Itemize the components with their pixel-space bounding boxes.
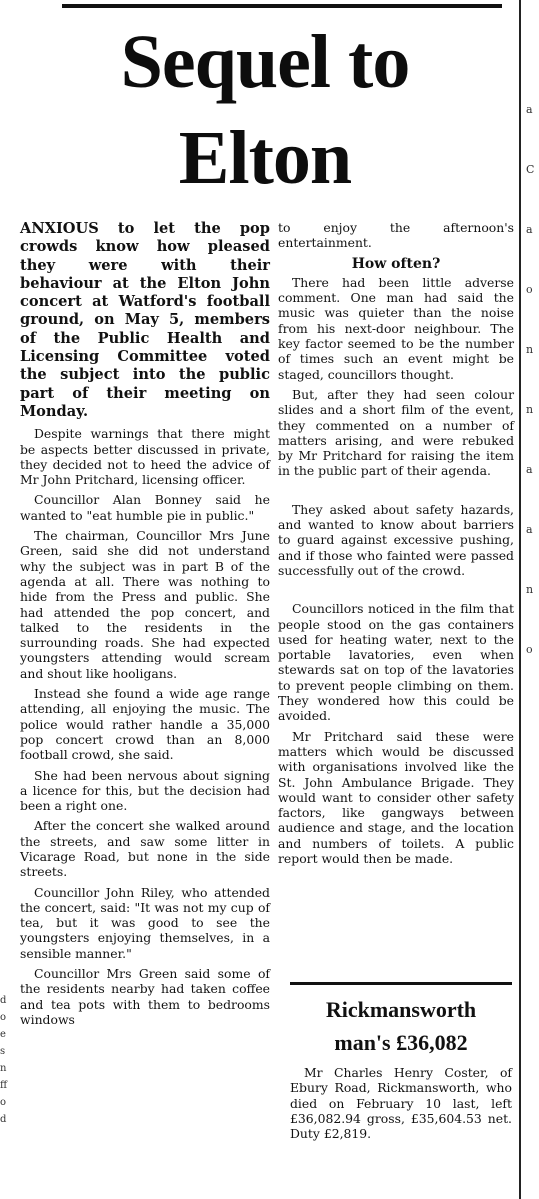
- body-paragraph: Councillor Mrs Green said some of the residents nearby had taken coffee and tea pots with them to bedrooms windows: [20, 966, 270, 1027]
- body-paragraph: After the concert she walked around the streets, and saw some litter in Vicarage Road, but none in the side streets.: [20, 818, 270, 880]
- edge-mark: o: [526, 283, 533, 296]
- article-column-left: [20, 220, 270, 1032]
- edge-mark: n: [0, 1063, 7, 1074]
- headline-line: Elton: [178, 116, 352, 200]
- body-paragraph: Mr Pritchard said these were matters which would be discussed with organisations involved like the St. John Ambulance Brigade. They would want to consider other safety factors, like gangways between audience and stage, and the location and numbers of toilets. A public report would then be made.: [278, 728, 514, 866]
- body-paragraph: Councillor Alan Bonney said he wanted to "eat humble pie in public.": [20, 492, 270, 523]
- paragraph-gap: [278, 484, 514, 502]
- left-edge-fragments: [0, 992, 8, 1128]
- lead-paragraph: ANXIOUS to let the pop crowds know how pleased they were with their behaviour at the Elton John concert at Watford's football ground, on May 5, members of the Public Health and Licensing Committee voted the subject into the public part of their meeting on Monday.: [20, 220, 270, 420]
- body-paragraph: They asked about safety hazards, and wanted to know about barriers to guard against excessive pushing, and if those who fainted were passed successfully out of the crowd.: [278, 501, 514, 578]
- box-headline: [290, 993, 512, 1059]
- edge-mark: a: [526, 463, 533, 476]
- paragraph-gap: [278, 583, 514, 601]
- edge-mark: a: [526, 223, 533, 236]
- edge-mark: n: [526, 583, 534, 596]
- body-paragraph: Councillors noticed in the film that people stood on the gas containers used for heating water, next to the portable lavatories, even when stewards sat on top of the lavatories to prevent people climbing on them. They wondered how this could be avoided.: [278, 601, 514, 724]
- column-divider-rule: [519, 0, 521, 1199]
- right-edge-fragments: [526, 80, 538, 680]
- headline-line: Sequel to: [120, 20, 410, 104]
- box-body: Mr Charles Henry Coster, of Ebury Road, Rickmansworth, who died on February 10 last, left £36,082.94 gross, £35,604.53 net. Duty £2,819.: [290, 1065, 512, 1142]
- edge-mark: o: [0, 1097, 7, 1108]
- sidebar-news-box: [290, 982, 512, 1141]
- body-paragraph: There had been little adverse comment. One man had said the music was quieter than the noise from his next-door neighbour. The key factor seemed to be the number of times such an event might be staged, councillors thought.: [278, 274, 514, 382]
- edge-mark: C: [526, 163, 535, 176]
- body-paragraph: Despite warnings that there might be aspects better discussed in private, they decided not to heed the advice of Mr John Pritchard, licensing officer.: [20, 426, 270, 488]
- edge-mark: s: [0, 1046, 6, 1057]
- body-paragraph: She had been nervous about signing a licence for this, but the decision had been a right one.: [20, 767, 270, 814]
- box-headline-line: Rickmansworth: [325, 997, 477, 1022]
- body-paragraph: Instead she found a wide age range attending, all enjoying the music. The police would rather handle a 35,000 pop concert crowd than an 8,000 football crowd, she said.: [20, 686, 270, 763]
- top-rule: [62, 4, 502, 8]
- continuation-paragraph: to enjoy the afternoon's entertainment.: [278, 220, 514, 251]
- edge-mark: e: [0, 1029, 6, 1040]
- edge-mark: n: [526, 403, 534, 416]
- body-paragraph: But, after they had seen colour slides and a short film of the event, they commented on a number of matters arising, and were rebuked by Mr Pritchard for raising the item in the public part of their agenda.: [278, 386, 514, 479]
- edge-mark: o: [0, 1012, 7, 1023]
- headline: [30, 14, 500, 206]
- body-paragraph: Councillor John Riley, who attended the concert, said: "It was not my cup of tea, but it was good to see the youngsters enjoying themselves, in a sensible manner.": [20, 884, 270, 961]
- edge-mark: d: [0, 1114, 7, 1125]
- edge-mark: a: [526, 103, 533, 116]
- edge-mark: d: [0, 995, 7, 1006]
- body-paragraph: The chairman, Councillor Mrs June Green, said she did not understand why the subject was in part B of the agenda at all. There was nothing to hide from the Press and public. She had attended the pop concert, and talked to the residents in the surrounding roads. She had expected youngsters attending would scream and shout like hooligans.: [20, 528, 270, 681]
- edge-mark: o: [526, 643, 533, 656]
- edge-mark: ff: [0, 1080, 8, 1091]
- edge-mark: n: [526, 343, 534, 356]
- box-headline-line: man's £36,082: [334, 1030, 468, 1055]
- subheading: How often?: [351, 255, 441, 272]
- article-column-right: [278, 220, 514, 871]
- edge-mark: a: [526, 523, 533, 536]
